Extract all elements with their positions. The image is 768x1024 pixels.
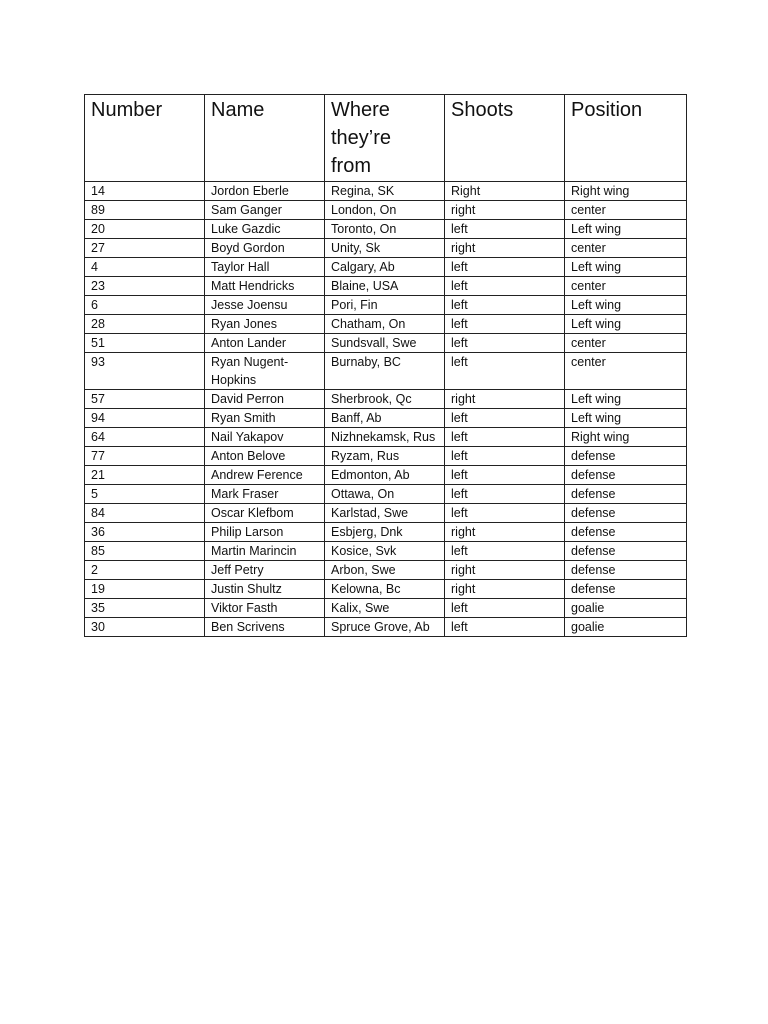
roster-table-body — [85, 182, 687, 637]
header-shoots: Shoots — [445, 95, 565, 182]
name-cell: Mark Fraser — [205, 485, 325, 504]
table-row — [85, 315, 687, 334]
number-cell: 30 — [85, 618, 205, 637]
table-row — [85, 334, 687, 353]
roster-table — [84, 94, 687, 637]
number-cell: 85 — [85, 542, 205, 561]
header-name: Name — [205, 95, 325, 182]
hometown-cell: Calgary, Ab — [325, 258, 445, 277]
name-cell: Jeff Petry — [205, 561, 325, 580]
position-cell: center — [565, 201, 687, 220]
name-cell: David Perron — [205, 390, 325, 409]
shoots-cell: left — [445, 315, 565, 334]
table-row — [85, 258, 687, 277]
table-row — [85, 239, 687, 258]
number-cell: 6 — [85, 296, 205, 315]
number-cell: 51 — [85, 334, 205, 353]
number-cell: 84 — [85, 504, 205, 523]
name-cell: Anton Lander — [205, 334, 325, 353]
table-row — [85, 466, 687, 485]
number-cell: 57 — [85, 390, 205, 409]
number-cell: 5 — [85, 485, 205, 504]
position-cell: defense — [565, 447, 687, 466]
number-cell: 2 — [85, 561, 205, 580]
shoots-cell: left — [445, 296, 565, 315]
table-row — [85, 296, 687, 315]
shoots-cell: right — [445, 580, 565, 599]
position-cell: defense — [565, 580, 687, 599]
hometown-cell: Banff, Ab — [325, 409, 445, 428]
hometown-cell: Edmonton, Ab — [325, 466, 445, 485]
shoots-cell: right — [445, 239, 565, 258]
shoots-cell: left — [445, 542, 565, 561]
name-cell: Jordon Eberle — [205, 182, 325, 201]
number-cell: 36 — [85, 523, 205, 542]
shoots-cell: right — [445, 561, 565, 580]
position-cell: Left wing — [565, 220, 687, 239]
shoots-cell: left — [445, 447, 565, 466]
shoots-cell: left — [445, 599, 565, 618]
hometown-cell: Pori, Fin — [325, 296, 445, 315]
hometown-cell: Esbjerg, Dnk — [325, 523, 445, 542]
table-row — [85, 580, 687, 599]
shoots-cell: left — [445, 466, 565, 485]
shoots-cell: left — [445, 220, 565, 239]
position-cell: Right wing — [565, 182, 687, 201]
shoots-cell: left — [445, 334, 565, 353]
position-cell: Right wing — [565, 428, 687, 447]
name-cell: Oscar Klefbom — [205, 504, 325, 523]
shoots-cell: right — [445, 390, 565, 409]
hometown-cell: Karlstad, Swe — [325, 504, 445, 523]
hometown-cell: Kelowna, Bc — [325, 580, 445, 599]
position-cell: center — [565, 353, 687, 390]
number-cell: 94 — [85, 409, 205, 428]
name-cell: Sam Ganger — [205, 201, 325, 220]
name-cell: Anton Belove — [205, 447, 325, 466]
table-row — [85, 618, 687, 637]
number-cell: 89 — [85, 201, 205, 220]
table-row — [85, 182, 687, 201]
name-cell: Philip Larson — [205, 523, 325, 542]
name-cell: Taylor Hall — [205, 258, 325, 277]
number-cell: 64 — [85, 428, 205, 447]
table-row — [85, 504, 687, 523]
number-cell: 35 — [85, 599, 205, 618]
number-cell: 77 — [85, 447, 205, 466]
shoots-cell: left — [445, 277, 565, 296]
roster-table-header — [85, 95, 687, 182]
hometown-cell: Nizhnekamsk, Rus — [325, 428, 445, 447]
number-cell: 4 — [85, 258, 205, 277]
hometown-cell: Ottawa, On — [325, 485, 445, 504]
name-cell: Matt Hendricks — [205, 277, 325, 296]
table-row — [85, 353, 687, 390]
name-cell: Ryan Jones — [205, 315, 325, 334]
table-row — [85, 561, 687, 580]
name-cell: Nail Yakapov — [205, 428, 325, 447]
number-cell: 19 — [85, 580, 205, 599]
hometown-cell: Regina, SK — [325, 182, 445, 201]
position-cell: defense — [565, 542, 687, 561]
name-cell: Justin Shultz — [205, 580, 325, 599]
number-cell: 23 — [85, 277, 205, 296]
table-row — [85, 523, 687, 542]
shoots-cell: left — [445, 428, 565, 447]
number-cell: 20 — [85, 220, 205, 239]
name-cell: Viktor Fasth — [205, 599, 325, 618]
position-cell: Left wing — [565, 315, 687, 334]
shoots-cell: left — [445, 353, 565, 390]
hometown-cell: Kosice, Svk — [325, 542, 445, 561]
number-cell: 14 — [85, 182, 205, 201]
shoots-cell: Right — [445, 182, 565, 201]
hometown-cell: Arbon, Swe — [325, 561, 445, 580]
position-cell: defense — [565, 523, 687, 542]
table-row — [85, 201, 687, 220]
name-cell: Ryan Nugent-Hopkins — [205, 353, 325, 390]
hometown-cell: Burnaby, BC — [325, 353, 445, 390]
position-cell: Left wing — [565, 390, 687, 409]
header-where-from: Where they’re from — [325, 95, 445, 182]
position-cell: defense — [565, 561, 687, 580]
hometown-cell: Chatham, On — [325, 315, 445, 334]
table-row — [85, 599, 687, 618]
number-cell: 93 — [85, 353, 205, 390]
name-cell: Ben Scrivens — [205, 618, 325, 637]
position-cell: goalie — [565, 599, 687, 618]
shoots-cell: left — [445, 258, 565, 277]
name-cell: Ryan Smith — [205, 409, 325, 428]
table-row — [85, 542, 687, 561]
table-row — [85, 220, 687, 239]
name-cell: Martin Marincin — [205, 542, 325, 561]
hometown-cell: Toronto, On — [325, 220, 445, 239]
position-cell: center — [565, 239, 687, 258]
hometown-cell: Sherbrook, Qc — [325, 390, 445, 409]
shoots-cell: left — [445, 409, 565, 428]
table-row — [85, 428, 687, 447]
table-row — [85, 277, 687, 296]
shoots-cell: left — [445, 618, 565, 637]
number-cell: 28 — [85, 315, 205, 334]
position-cell: center — [565, 334, 687, 353]
hometown-cell: Unity, Sk — [325, 239, 445, 258]
hometown-cell: Kalix, Swe — [325, 599, 445, 618]
position-cell: defense — [565, 466, 687, 485]
position-cell: goalie — [565, 618, 687, 637]
position-cell: Left wing — [565, 258, 687, 277]
position-cell: center — [565, 277, 687, 296]
number-cell: 27 — [85, 239, 205, 258]
shoots-cell: left — [445, 504, 565, 523]
hometown-cell: Spruce Grove, Ab — [325, 618, 445, 637]
hometown-cell: Blaine, USA — [325, 277, 445, 296]
shoots-cell: right — [445, 523, 565, 542]
number-cell: 21 — [85, 466, 205, 485]
table-row — [85, 447, 687, 466]
name-cell: Boyd Gordon — [205, 239, 325, 258]
name-cell: Luke Gazdic — [205, 220, 325, 239]
table-row — [85, 485, 687, 504]
header-number: Number — [85, 95, 205, 182]
shoots-cell: right — [445, 201, 565, 220]
shoots-cell: left — [445, 485, 565, 504]
table-row — [85, 409, 687, 428]
hometown-cell: Ryzam, Rus — [325, 447, 445, 466]
hometown-cell: London, On — [325, 201, 445, 220]
position-cell: defense — [565, 485, 687, 504]
header-row — [85, 95, 687, 182]
hometown-cell: Sundsvall, Swe — [325, 334, 445, 353]
name-cell: Andrew Ference — [205, 466, 325, 485]
name-cell: Jesse Joensu — [205, 296, 325, 315]
header-position: Position — [565, 95, 687, 182]
table-row — [85, 390, 687, 409]
position-cell: Left wing — [565, 296, 687, 315]
position-cell: Left wing — [565, 409, 687, 428]
position-cell: defense — [565, 504, 687, 523]
